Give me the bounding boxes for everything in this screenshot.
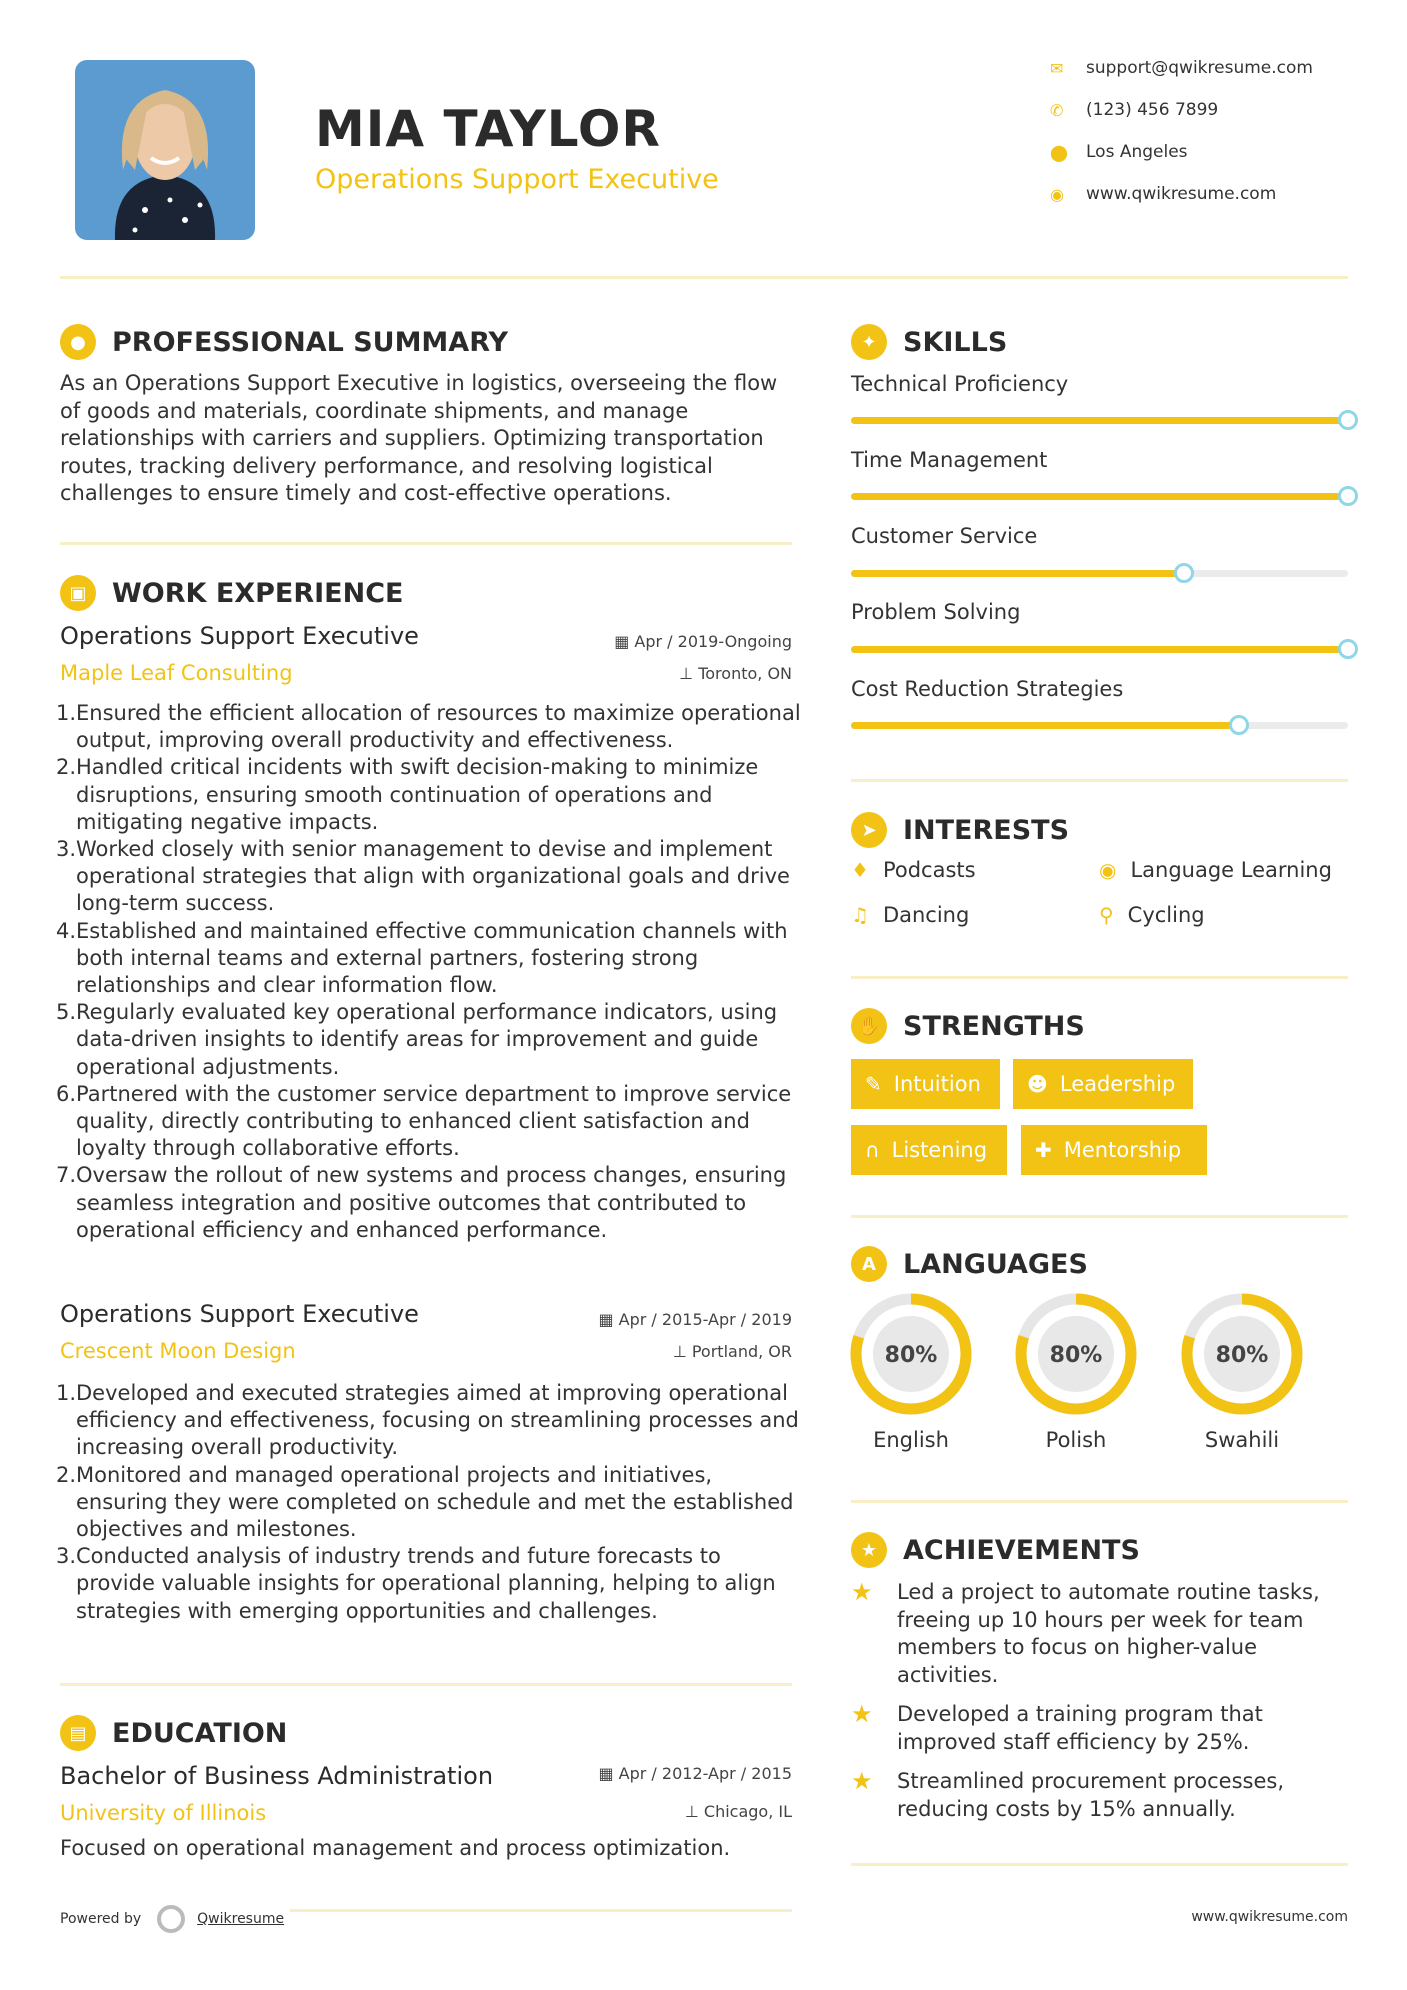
- skill-label: Customer Service: [851, 524, 1038, 548]
- degree-title: Bachelor of Business Administration: [60, 1762, 494, 1790]
- job-dates-text: Apr / 2019-Ongoing: [634, 632, 792, 651]
- lightbulb-icon: ✦: [851, 324, 887, 360]
- skills-divider: [851, 779, 1348, 782]
- list-item: 3. Worked closely with senior management to devise and implement operational strategies that align with organizational goals and drive long-term success.: [56, 837, 790, 916]
- skill-label: Problem Solving: [851, 600, 1021, 624]
- language-ring: [849, 1292, 973, 1416]
- education-location: [560, 1802, 792, 1821]
- skill-bar-knob: [1229, 715, 1249, 735]
- skills-heading: SKILLS: [903, 326, 1008, 358]
- star-icon: ★: [851, 1532, 887, 1568]
- pin-icon: ⊥: [672, 1342, 692, 1361]
- summary-text: As an Operations Support Executive in logistics, overseeing the flow of goods and materials, coordinate shipments, and manage relationships with carriers and suppliers. Optimizing transportation routes, tracking delivery performance, and resolving logistical challenges to ensure timely and cost-effective operations.: [60, 371, 778, 505]
- skill-bar-fill: [851, 417, 1348, 424]
- skill-label: Cost Reduction Strategies: [851, 677, 1124, 701]
- languages-heading: LANGUAGES: [903, 1248, 1088, 1280]
- experience-divider: [60, 1683, 792, 1686]
- list-item: 4. Established and maintained effective communication channels with both internal teams and external partners, fostering strong relationships and clear information flow.: [56, 918, 788, 998]
- achievements-divider: [851, 1863, 1348, 1866]
- summary-heading: PROFESSIONAL SUMMARY: [112, 326, 509, 358]
- contact-location-text: Los Angeles: [1086, 142, 1188, 162]
- skill-bar-fill: [851, 722, 1239, 729]
- list-item: 1. Ensured the efficient allocation of resources to maximize operational output, improving overall productivity and effectiveness.: [56, 701, 801, 753]
- section-professional-summary: [60, 324, 508, 360]
- contact-website-text: www.qwikresume.com: [1086, 184, 1277, 204]
- profile-photo: [75, 60, 255, 240]
- interests-divider: [851, 976, 1348, 979]
- section-achievements: [851, 1532, 1140, 1568]
- job-company: Maple Leaf Consulting: [60, 661, 293, 685]
- achievement-item: ★ Developed a training program that improved staff efficiency by 25%.: [851, 1701, 1348, 1756]
- bicycle-icon: ⚲: [1099, 903, 1114, 927]
- skill-label: Technical Proficiency: [851, 372, 1069, 396]
- candidate-name: MIA TAYLOR: [315, 100, 661, 158]
- skill-bar: [851, 722, 1348, 729]
- language-name: Swahili: [1204, 1428, 1280, 1452]
- list-item: 7. Oversaw the rollout of new systems and process changes, ensuring seamless integration and positive outcomes that contributed to operational efficiency and enhanced performance.: [56, 1163, 787, 1242]
- star-icon: ★: [851, 1700, 873, 1728]
- star-icon: ★: [851, 1578, 873, 1606]
- achievement-item: ★ Streamlined procurement processes, reducing costs by 15% annually.: [851, 1768, 1348, 1823]
- music-note-icon: ♫: [851, 903, 869, 927]
- strength-tag: ✎ Intuition: [851, 1059, 1000, 1109]
- calendar-icon: ▦: [598, 1310, 619, 1329]
- school-name: University of Illinois: [60, 1801, 267, 1825]
- language-icon: A: [851, 1246, 887, 1282]
- contact-website[interactable]: [1050, 184, 1276, 204]
- list-item: 5. Regularly evaluated key operational performance indicators, using data-driven insights to identify areas for improvement and guide operational adjustments.: [56, 1000, 778, 1079]
- skill-bar: [851, 646, 1348, 653]
- job-dates-text: Apr / 2015-Apr / 2019: [618, 1310, 792, 1329]
- header-divider: [60, 276, 1348, 279]
- contact-location: [1050, 142, 1188, 162]
- star-icon: ★: [851, 1767, 873, 1795]
- skill-bar-fill: [851, 570, 1184, 577]
- job-dates: [560, 632, 792, 651]
- education-heading: EDUCATION: [112, 1717, 288, 1749]
- job-location: [560, 1342, 792, 1361]
- interest-item: ♦ Podcasts: [851, 858, 976, 882]
- skill-bar: [851, 417, 1348, 424]
- strength-tag: ✚ Mentorship: [1021, 1125, 1207, 1175]
- job-dates: [540, 1310, 792, 1329]
- user-icon: ●: [60, 324, 96, 360]
- list-item: 6. Partnered with the customer service department to improve service quality, directly contributing to enhanced client satisfaction and loyalty through collaborative efforts.: [56, 1081, 792, 1161]
- interest-item: ◉ Language Learning: [1099, 858, 1332, 882]
- job-duties-list: [58, 700, 803, 1244]
- paper-plane-icon: ➤: [851, 812, 887, 848]
- job-location: [560, 664, 792, 683]
- magic-wand-icon: ✎: [865, 1072, 882, 1096]
- achievements-heading: ACHIEVEMENTS: [903, 1534, 1140, 1566]
- contact-email[interactable]: [1050, 58, 1313, 78]
- job-title: Operations Support Executive: [60, 622, 419, 650]
- location-pin-icon: ⬤: [1050, 142, 1068, 162]
- job-location-text: Portland, OR: [691, 1342, 792, 1361]
- globe-icon: ◉: [1099, 858, 1117, 882]
- language-percent: 80%: [1049, 1343, 1103, 1368]
- language-name: Polish: [1045, 1428, 1107, 1452]
- languages-divider: [851, 1500, 1348, 1503]
- interests-heading: INTERESTS: [903, 814, 1070, 846]
- mail-icon: ✉: [1050, 58, 1064, 78]
- education-description: Focused on operational management and process optimization.: [60, 1836, 731, 1860]
- education-dates: [540, 1764, 792, 1783]
- strength-tag: ☻ Leadership: [1013, 1059, 1193, 1109]
- education-location-text: Chicago, IL: [703, 1802, 792, 1821]
- phone-icon: ✆: [1050, 100, 1064, 120]
- section-languages: [851, 1246, 1088, 1282]
- brand-link[interactable]: Qwikresume: [197, 1911, 285, 1927]
- job-duties-list: [58, 1380, 803, 1625]
- graduation-icon: ▤: [60, 1715, 96, 1751]
- language-ring: [1180, 1292, 1304, 1416]
- skill-bar-knob: [1338, 486, 1358, 506]
- strengths-heading: STRENGTHS: [903, 1010, 1085, 1042]
- list-item: 3. Conducted analysis of industry trends and future forecasts to provide valuable insights for operational planning, helping to align strategies with emerging opportunities and challenges.: [56, 1544, 776, 1623]
- powered-by: [60, 1905, 284, 1933]
- strengths-divider: [851, 1215, 1348, 1218]
- language-percent: 80%: [1215, 1343, 1269, 1368]
- contact-phone-text: (123) 456 7899: [1086, 100, 1219, 120]
- calendar-icon: ▦: [614, 632, 635, 651]
- candidate-title: Operations Support Executive: [315, 164, 719, 195]
- interest-item: ⚲ Cycling: [1099, 903, 1205, 927]
- section-work-experience: [60, 575, 403, 611]
- pin-icon: ⊥: [684, 1802, 704, 1821]
- powered-by-text: Powered by: [60, 1911, 142, 1927]
- skill-bar-fill: [851, 646, 1348, 653]
- language-ring: [1014, 1292, 1138, 1416]
- briefcase-icon: ▣: [60, 575, 96, 611]
- list-item: 1. Developed and executed strategies aimed at improving operational efficiency and effectiveness, focusing on streamlining processes and increasing overall productivity.: [56, 1381, 799, 1460]
- language-name: English: [873, 1428, 949, 1452]
- group-icon: ☻: [1027, 1072, 1048, 1096]
- footer-website[interactable]: www.qwikresume.com: [1191, 1909, 1348, 1925]
- skill-bar-knob: [1338, 410, 1358, 430]
- achievement-item: ★ Led a project to automate routine tasks, freeing up 10 hours per week for team members to focus on higher-value activities.: [851, 1579, 1348, 1689]
- language-percent: 80%: [884, 1343, 938, 1368]
- job-company: Crescent Moon Design: [60, 1339, 296, 1363]
- summary-divider: [60, 542, 792, 545]
- contact-phone[interactable]: [1050, 100, 1218, 120]
- contact-email-text: support@qwikresume.com: [1086, 58, 1313, 78]
- job-location-text: Toronto, ON: [698, 664, 792, 683]
- section-interests: [851, 812, 1069, 848]
- pin-icon: ⊥: [679, 664, 699, 683]
- section-education: [60, 1715, 287, 1751]
- job-title: Operations Support Executive: [60, 1300, 419, 1328]
- skill-label: Time Management: [851, 448, 1048, 472]
- strength-tag: ∩ Listening: [851, 1125, 1007, 1175]
- list-item: 2. Handled critical incidents with swift decision-making to minimize disruptions, ensuring smooth continuation of operations and mitigating negative impacts.: [56, 755, 759, 834]
- skill-bar-fill: [851, 493, 1348, 500]
- interest-item: ♫ Dancing: [851, 903, 970, 927]
- footer-divider: [290, 1909, 792, 1912]
- section-strengths: [851, 1008, 1085, 1044]
- list-item: 2. Monitored and managed operational projects and initiatives, ensuring they were completed on schedule and met the established objectives and milestones.: [56, 1462, 794, 1542]
- headphones-icon: ∩: [865, 1138, 880, 1162]
- skill-bar-knob: [1338, 639, 1358, 659]
- hand-icon: ✋: [851, 1008, 887, 1044]
- qwikresume-logo-icon: [157, 1905, 185, 1933]
- user-plus-icon: ✚: [1035, 1138, 1052, 1162]
- calendar-icon: ▦: [598, 1764, 619, 1783]
- section-skills: [851, 324, 1007, 360]
- skill-bar-knob: [1174, 563, 1194, 583]
- experience-heading: WORK EXPERIENCE: [112, 577, 404, 609]
- microphone-icon: ♦: [851, 858, 869, 882]
- skill-bar: [851, 570, 1348, 577]
- education-dates-text: Apr / 2012-Apr / 2015: [618, 1764, 792, 1783]
- globe-icon: ◉: [1050, 184, 1064, 204]
- skill-bar: [851, 493, 1348, 500]
